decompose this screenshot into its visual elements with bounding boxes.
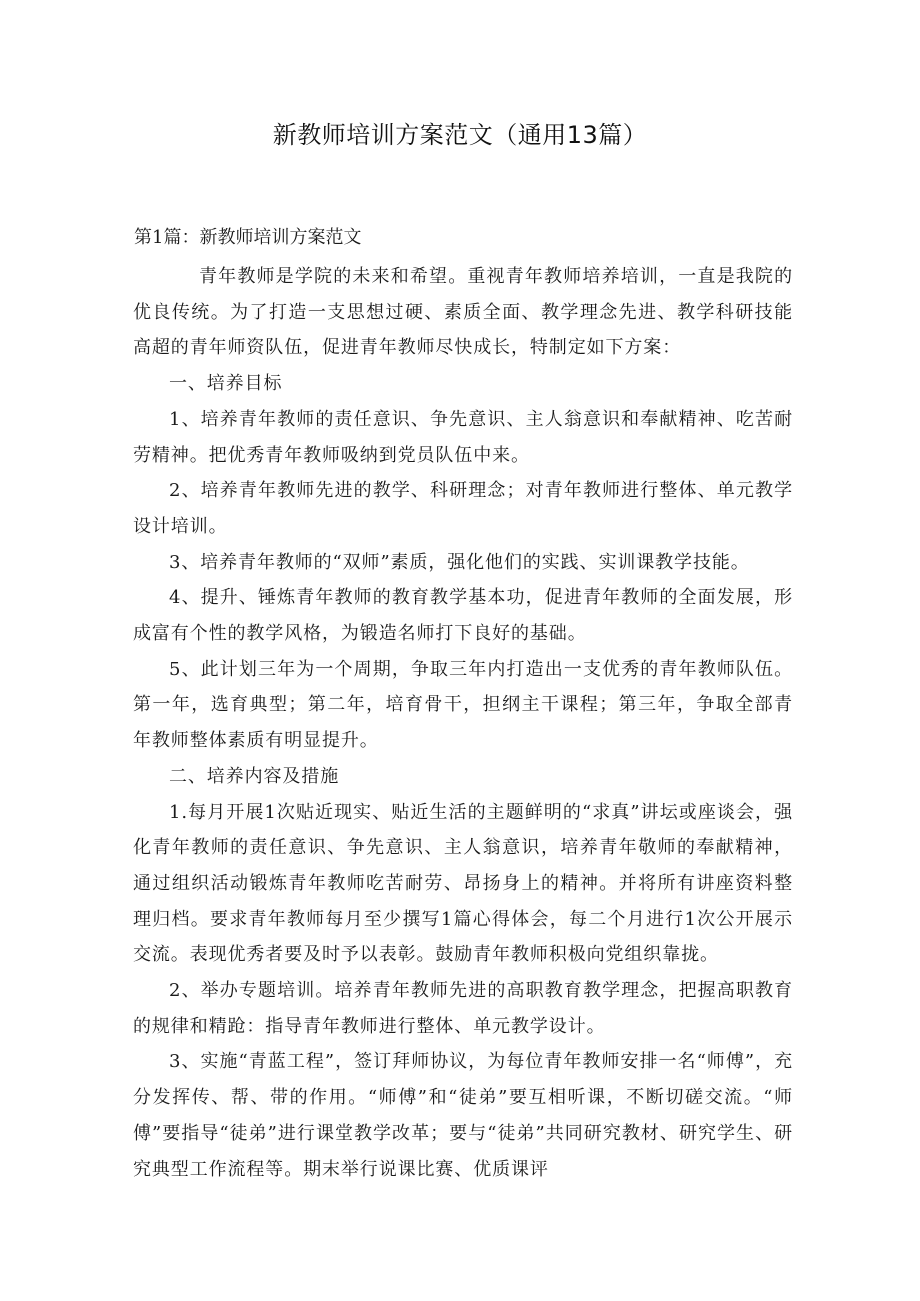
goal-item-1: 1、培养青年教师的责任意识、争先意识、主人翁意识和奉献精神、吃苦耐劳精神。把优秀青年教师吸纳到党员队伍中来。	[133, 408, 793, 466]
heading-training-goals: 一、培养目标	[169, 373, 283, 395]
heading-content-measures: 二、培养内容及措施	[169, 765, 340, 787]
measure-item-1: 1.每月开展1次贴近现实、贴近生活的主题鲜明的“求真”讲坛或座谈会，强化青年教师的责任意识、争先意识、主人翁意识，培养青年敬师的奉献精神，通过组织活动锻炼青年教师吃苦耐劳、昂扬身上的精神。并将所有讲座资料整理归档。要求青年教师每月至少撰写1篇心得体会，每二个月进行1次公开展示交流。表现优秀者要及时予以表彰。鼓励青年教师积极向党组织靠拢。	[133, 801, 793, 966]
intro-paragraph: 青年教师是学院的未来和希望。重视青年教师培养培训，一直是我院的优良传统。为了打造一支思想过硬、素质全面、教学理念先进、教学科研技能高超的青年师资队伍，促进青年教师尽快成长，特制定如下方案：	[133, 266, 793, 359]
document-title: 新教师培训方案范文（通用13篇）	[272, 121, 648, 149]
measure-item-2: 2、举办专题培训。培养青年教师先进的高职教育教学理念，把握高职教育的规律和精跄：指导青年教师进行整体、单元教学设计。	[133, 980, 793, 1037]
measure-item-3: 3、实施“青蓝工程”，签订拜师协议，为每位青年教师安排一名“师傅”，充分发挥传、帮、带的作用。“师傅”和“徒弟”要互相听课，不断切磋交流。“师傅”要指导“徒弟”进行课堂教学改革；要与“徒弟”共同研究教材、研究学生、研究典型工作流程等。期末举行说课比赛、优质课评	[133, 1051, 793, 1180]
goal-item-3: 3、培养青年教师的“双师”素质，强化他们的实践、实训课教学技能。	[169, 551, 750, 573]
goal-item-5: 5、此计划三年为一个周期，争取三年内打造出一支优秀的青年教师队伍。第一年，选育典型；第二年，培育骨干，担纲主干课程；第三年，争取全部青年教师整体素质有明显提升。	[133, 658, 793, 752]
goal-item-2: 2、培养青年教师先进的教学、科研理念；对青年教师进行整体、单元教学设计培训。	[133, 480, 793, 537]
document-body	[133, 259, 793, 1187]
section-heading: 第1篇：新教师培训方案范文	[134, 227, 362, 248]
goal-item-4: 4、提升、锤炼青年教师的教育教学基本功，促进青年教师的全面发展，形成富有个性的教学风格，为锻造名师打下良好的基础。	[133, 587, 793, 645]
